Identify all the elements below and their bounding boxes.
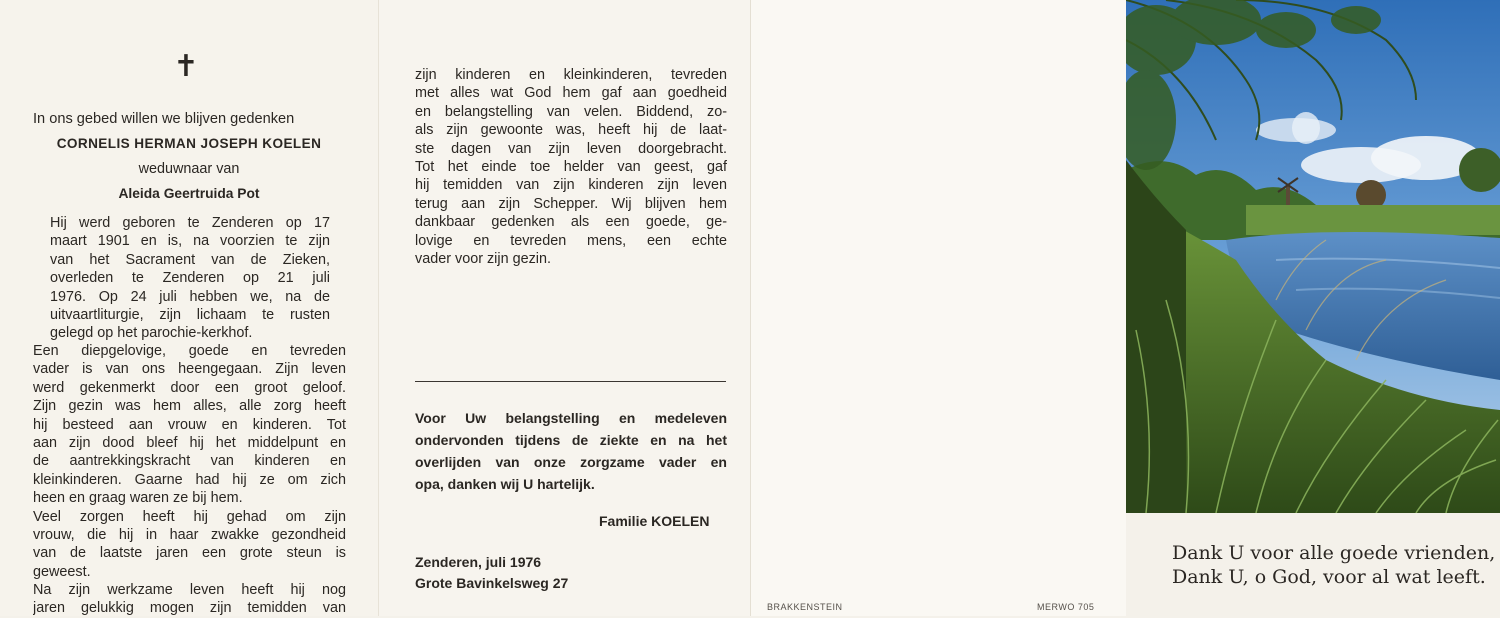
relation-line: weduwnaar van	[138, 161, 240, 177]
continuation-line: met alles wat God hem gaf aan goedheid	[415, 85, 727, 102]
thanks-line: Voor Uw belangstelling en medeleven	[415, 410, 727, 426]
tribute-line: vader is van ons heengegaan. Zijn leven	[33, 361, 346, 378]
spouse-name: Aleida Geertruida Pot	[118, 186, 260, 201]
bio-line: gelegd op het parochie-kerkhof.	[50, 325, 253, 342]
bio-line: van het Sacrament van de Zieken,	[50, 251, 330, 268]
tribute-line: Een diepgelovige, goede en tevreden	[33, 343, 346, 359]
continuation-line: zijn kinderen en kleinkinderen, tevreden	[415, 67, 727, 83]
continuation-line: dankbaar gedenken als een goede, ge-	[415, 214, 727, 231]
card-panel-3	[750, 0, 1126, 616]
verse-line: Dank U voor alle goede vrienden,	[1172, 542, 1496, 564]
tribute-paragraph	[33, 342, 346, 618]
continuation-line: lovige en tevreden mens, een echte	[415, 232, 727, 249]
divider-line	[415, 381, 726, 382]
continuation-line: als zijn gewoonte was, heeft hij de laat-	[415, 122, 727, 139]
family-signature: Familie KOELEN	[599, 513, 710, 529]
bio-line: uitvaartliturgie, zijn lichaam te rusten	[50, 306, 330, 323]
tribute-line: jaren gelukkig mogen zijn temidden van	[33, 600, 346, 617]
tribute-line: geweest.	[33, 563, 91, 580]
tribute-line: heen en graag waren ze bij hem.	[33, 490, 243, 507]
tribute-line: Na zijn werkzame leven heeft hij nog	[33, 582, 346, 599]
continuation-line: terug aan zijn Schepper. Wij blijven hem	[415, 195, 727, 212]
printer-mark-left: BRAKKENSTEIN	[767, 602, 843, 612]
tribute-line: de aantrekkingskracht van kinderen en	[33, 453, 346, 470]
cross-icon: ✝	[173, 49, 199, 84]
printer-mark-right: MERWO 705	[1037, 602, 1095, 612]
tribute-line: van de laatste jaren een grote steun is	[33, 545, 346, 562]
deceased-name: CORNELIS HERMAN JOSEPH KOELEN	[56, 136, 322, 151]
continuation-line: hij temidden van zijn kinderen zijn leven	[415, 177, 727, 194]
thanks-line: overlijden van onze zorgzame vader en	[415, 454, 727, 470]
intro-line: In ons gebed willen we blijven gedenken	[33, 111, 295, 127]
tribute-line: kleinkinderen. Gaarne had hij ze om zich	[33, 471, 346, 488]
thanks-line: opa, danken wij U hartelijk.	[415, 476, 595, 492]
continuation-line: Tot het einde toe helder van geest, gaf	[415, 158, 727, 175]
bio-line: Hij werd geboren te Zenderen op 17	[50, 215, 330, 231]
tribute-line: vrouw, die hij in haar zwakke gezondheid	[33, 526, 346, 543]
continuation-line: en belangstelling van velen. Biddend, zo-	[415, 103, 727, 120]
bio-line: maart 1901 en is, na voorzien te zijn	[50, 233, 330, 250]
continuation-line: ste dagen van zijn leven doorgebracht.	[415, 140, 727, 157]
continuation-paragraph	[415, 66, 727, 268]
card-panel-4	[1126, 0, 1500, 616]
verse-line: Dank U, o God, voor al wat leeft.	[1172, 566, 1486, 588]
tribute-line: Zijn gezin was hem alles, alle zorg heeft	[33, 398, 346, 415]
tribute-line: hij besteed aan vrouw en kinderen. Tot	[33, 416, 346, 433]
place-date: Zenderen, juli 1976	[415, 554, 542, 570]
bio-line: 1976. Op 24 juli hebben we, na de	[50, 288, 330, 305]
tribute-line: Veel zorgen heeft hij gehad om zijn	[33, 508, 346, 525]
bio-line: overleden te Zenderen op 21 juli	[50, 270, 330, 287]
address: Grote Bavinkelsweg 27	[415, 575, 569, 591]
bio-paragraph	[50, 214, 330, 343]
thanks-line: ondervonden tijdens de ziekte en na het	[415, 432, 727, 448]
tribute-line: aan zijn dood bleef hij het middelpunt en	[33, 434, 346, 451]
continuation-line: vader voor zijn gezin.	[415, 250, 551, 267]
tribute-line: werd gekenmerkt door een groot geloof.	[33, 379, 346, 396]
thanks-paragraph	[415, 407, 727, 495]
card-panel-2	[378, 0, 750, 616]
card-panel-1	[0, 0, 378, 616]
